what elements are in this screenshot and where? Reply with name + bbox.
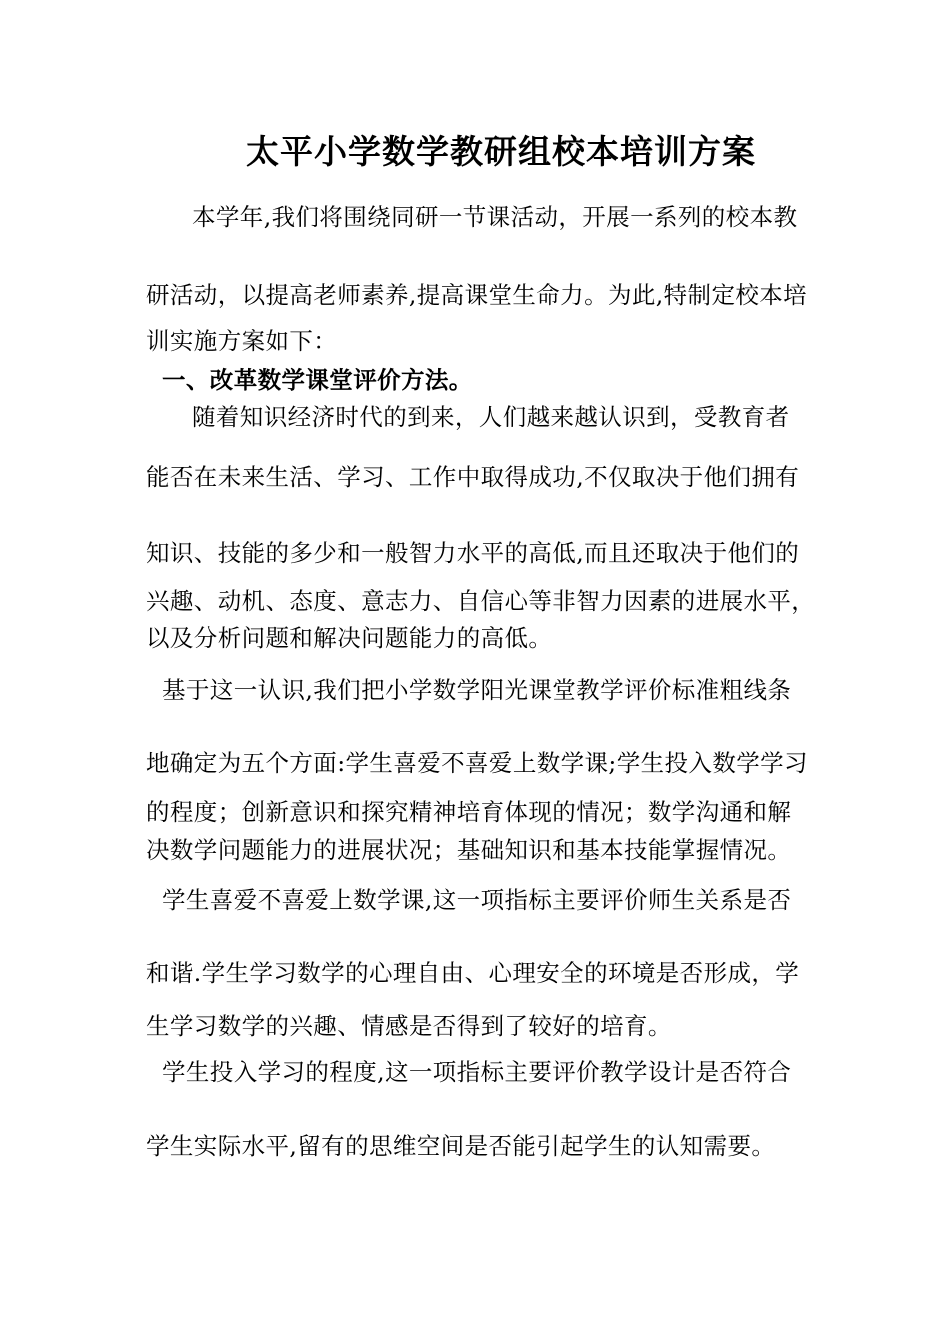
document-title: 太平小学数学教研组校本培训方案: [246, 132, 756, 171]
paragraph-line: 生学习数学的兴趣、情感是否得到了较好的培育。: [146, 1012, 672, 1040]
paragraph-line: 随着知识经济时代的到来，人们越来越认识到，受教育者: [192, 403, 790, 431]
paragraph-line: 学生喜爱不喜爱上数学课,这一项指标主要评价师生关系是否: [162, 886, 792, 914]
paragraph-line: 知识、技能的多少和一般智力水平的高低,而且还取决于他们的: [146, 539, 800, 567]
paragraph-line: 兴趣、动机、态度、意志力、自信心等非智力因素的进展水平，: [146, 587, 816, 615]
paragraph-line: 和谐.学生学习数学的心理自由、心理安全的环境是否形成，学: [146, 959, 800, 987]
paragraph-line: 的程度；创新意识和探究精神培育体现的情况；数学沟通和解: [146, 798, 792, 826]
paragraph-line: 地确定为五个方面:学生喜爱不喜爱上数学课;学生投入数学学习: [146, 749, 808, 777]
paragraph-line: 以及分析问题和解决问题能力的高低。: [146, 624, 553, 652]
paragraph-line: 学生实际水平,留有的思维空间是否能引起学生的认知需要。: [146, 1132, 776, 1160]
paragraph-line: 学生投入学习的程度,这一项指标主要评价教学设计是否符合: [162, 1058, 792, 1086]
paragraph-line: 训实施方案如下：: [146, 327, 338, 355]
paragraph-line: 决数学问题能力的进展状况；基础知识和基本技能掌握情况。: [146, 836, 792, 864]
paragraph-line: 能否在未来生活、学习、工作中取得成功,不仅取决于他们拥有: [146, 463, 800, 491]
paragraph-line: 本学年,我们将围绕同研一节课活动，开展一系列的校本教: [192, 203, 798, 231]
section-heading: 一、改革数学课堂评价方法。: [162, 366, 473, 394]
paragraph-line: 基于这一认识,我们把小学数学阳光课堂教学评价标准粗线条: [162, 676, 792, 704]
paragraph-line: 研活动，以提高老师素养,提高课堂生命力。为此,特制定校本培: [146, 281, 808, 309]
